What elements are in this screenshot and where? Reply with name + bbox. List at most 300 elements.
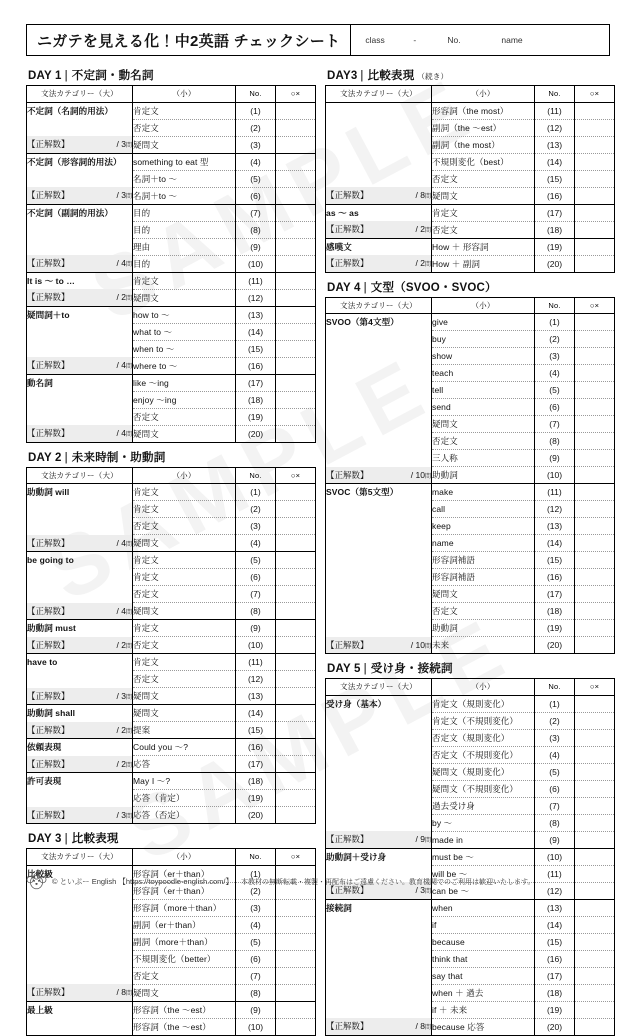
question-number-cell: (19) (236, 790, 276, 807)
category-column-header: 文法カテゴリー（大） (326, 297, 432, 314)
grammar-category-cell-empty (326, 712, 432, 729)
grammar-subitem-cell: 肯定文 (133, 552, 236, 569)
result-mark-cell[interactable] (276, 899, 316, 916)
grammar-subitem-cell: call (432, 501, 535, 518)
mark-column-header: ○× (575, 679, 615, 696)
table-row (326, 848, 615, 865)
score-cell[interactable] (326, 221, 432, 238)
result-mark-cell[interactable] (575, 712, 615, 729)
result-mark-cell[interactable] (276, 756, 316, 773)
score-label: 【正解数】 (27, 724, 70, 735)
no-column-header: No. (236, 849, 276, 866)
result-mark-cell[interactable] (276, 722, 316, 739)
result-mark-cell[interactable] (575, 780, 615, 797)
score-cell[interactable] (27, 637, 133, 654)
result-mark-cell[interactable] (276, 790, 316, 807)
grammar-subitem-cell: teach (432, 365, 535, 382)
score-label: 【正解数】 (27, 690, 70, 701)
score-cell[interactable] (27, 255, 133, 272)
table-row (326, 535, 615, 552)
question-number-cell: (4) (535, 746, 575, 763)
result-mark-cell[interactable] (276, 688, 316, 705)
table-row (326, 382, 615, 399)
page-footer (26, 873, 610, 890)
question-number-cell: (8) (236, 221, 276, 238)
result-mark-cell[interactable] (575, 348, 615, 365)
grammar-category-cell-empty (27, 933, 133, 950)
grammar-category-cell-empty (326, 746, 432, 763)
grammar-subitem-cell: show (432, 348, 535, 365)
table-row (27, 899, 316, 916)
result-mark-cell[interactable] (276, 654, 316, 671)
result-mark-cell[interactable] (276, 535, 316, 552)
grammar-category-cell-empty (27, 569, 133, 586)
grammar-subitem-cell: 提案 (133, 722, 236, 739)
result-mark-cell[interactable] (575, 382, 615, 399)
table-row (326, 416, 615, 433)
question-number-cell: (20) (236, 807, 276, 824)
score-cell[interactable] (326, 637, 432, 654)
result-mark-cell[interactable] (276, 501, 316, 518)
result-mark-cell[interactable] (276, 1001, 316, 1018)
question-number-cell: (13) (236, 306, 276, 323)
grammar-category-cell: 比較級 (27, 865, 133, 882)
toypoodle-logo-icon (26, 873, 47, 890)
score-cell[interactable] (326, 255, 432, 272)
question-number-cell: (2) (236, 119, 276, 136)
result-mark-cell[interactable] (276, 425, 316, 442)
score-value: / 4問 (116, 537, 132, 548)
grammar-subitem-cell: 目的 (133, 255, 236, 272)
question-number-cell: (18) (535, 221, 575, 238)
result-mark-cell[interactable] (575, 450, 615, 467)
table-row (326, 620, 615, 637)
score-cell[interactable] (326, 831, 432, 848)
grammar-category-cell-empty (27, 501, 133, 518)
result-mark-cell[interactable] (276, 569, 316, 586)
table-row (27, 722, 316, 739)
result-mark-cell[interactable] (575, 365, 615, 382)
name-field-label: name (501, 35, 523, 45)
result-mark-cell[interactable] (276, 391, 316, 408)
question-number-cell: (20) (535, 637, 575, 654)
grammar-subitem-cell: because (432, 933, 535, 950)
score-value: / 3問 (116, 190, 132, 201)
score-label: 【正解数】 (326, 190, 369, 201)
result-mark-cell[interactable] (276, 484, 316, 501)
result-mark-cell[interactable] (575, 916, 615, 933)
grammar-subitem-cell: 否定文 (432, 170, 535, 187)
question-number-cell: (16) (535, 950, 575, 967)
score-unit: 問 (125, 991, 132, 998)
grammar-subitem-cell: 否定文 (432, 221, 535, 238)
result-mark-cell[interactable] (276, 807, 316, 824)
table-row (326, 746, 615, 763)
grammar-category-cell: 依頼表現 (27, 739, 133, 756)
result-mark-cell[interactable] (575, 967, 615, 984)
grammar-subitem-cell: 否定文 (133, 408, 236, 425)
table-row (27, 119, 316, 136)
grammar-subitem-cell: 肯定文 (133, 569, 236, 586)
grammar-subitem-cell: 疑問文 (432, 187, 535, 204)
grammar-subitem-cell: how to ～ (133, 306, 236, 323)
result-mark-cell[interactable] (575, 950, 615, 967)
result-mark-cell[interactable] (575, 1018, 615, 1035)
result-mark-cell[interactable] (276, 170, 316, 187)
result-mark-cell[interactable] (276, 637, 316, 654)
result-mark-cell[interactable] (276, 518, 316, 535)
grammar-subitem-cell: where to ～ (133, 357, 236, 374)
grammar-category-cell: 不定詞（名詞的用法） (27, 102, 133, 119)
result-mark-cell[interactable] (575, 255, 615, 272)
result-mark-cell[interactable] (276, 967, 316, 984)
score-cell[interactable] (27, 984, 133, 1001)
score-cell[interactable] (27, 425, 133, 442)
result-mark-cell[interactable] (575, 204, 615, 221)
question-number-cell: (3) (236, 136, 276, 153)
grammar-category-cell-empty (326, 603, 432, 620)
grammar-subitem-cell: 形容詞（er＋than） (133, 882, 236, 899)
table-row (27, 967, 316, 984)
result-mark-cell[interactable] (276, 323, 316, 340)
result-mark-cell[interactable] (575, 552, 615, 569)
section-separator: | (360, 70, 364, 82)
grammar-subitem-cell: 副詞（er＋than） (133, 916, 236, 933)
mark-column-header: ○× (575, 86, 615, 103)
result-mark-cell[interactable] (575, 695, 615, 712)
result-mark-cell[interactable] (276, 221, 316, 238)
table-header-row (326, 679, 615, 696)
question-number-cell: (3) (236, 518, 276, 535)
grammar-category-cell-empty (27, 586, 133, 603)
result-mark-cell[interactable] (575, 119, 615, 136)
grammar-category-cell: 助動詞 will (27, 484, 133, 501)
result-mark-cell[interactable] (276, 916, 316, 933)
grammar-subitem-cell: Could you ～? (133, 739, 236, 756)
score-value: / 4問 (116, 360, 132, 371)
score-label: 【正解数】 (27, 809, 70, 820)
result-mark-cell[interactable] (575, 314, 615, 331)
question-number-cell: (6) (236, 187, 276, 204)
grammar-subitem-cell: 形容詞（the ～est） (133, 1018, 236, 1035)
grammar-subitem-cell: made in (432, 831, 535, 848)
question-number-cell: (17) (236, 756, 276, 773)
result-mark-cell[interactable] (575, 620, 615, 637)
result-mark-cell[interactable] (575, 501, 615, 518)
score-label: 【正解数】 (27, 258, 70, 269)
table-row (326, 712, 615, 729)
result-mark-cell[interactable] (575, 933, 615, 950)
score-label: 【正解数】 (27, 360, 70, 371)
result-mark-cell[interactable] (276, 739, 316, 756)
score-cell[interactable] (27, 136, 133, 153)
table-row (326, 831, 615, 848)
result-mark-cell[interactable] (276, 187, 316, 204)
question-number-cell: (20) (535, 1018, 575, 1035)
table-row (27, 204, 316, 221)
result-mark-cell[interactable] (575, 484, 615, 501)
grammar-category-cell: 助動詞 shall (27, 705, 133, 722)
result-mark-cell[interactable] (276, 102, 316, 119)
score-cell[interactable] (326, 187, 432, 204)
question-number-cell: (19) (535, 1001, 575, 1018)
result-mark-cell[interactable] (276, 620, 316, 637)
question-number-cell: (11) (535, 484, 575, 501)
question-number-cell: (1) (236, 102, 276, 119)
question-number-cell: (19) (236, 408, 276, 425)
table-row (326, 950, 615, 967)
section-day-label: DAY 3 (28, 833, 62, 845)
score-cell[interactable] (27, 357, 133, 374)
result-mark-cell[interactable] (276, 204, 316, 221)
result-mark-cell[interactable] (276, 289, 316, 306)
question-number-cell: (12) (535, 882, 575, 899)
result-mark-cell[interactable] (276, 255, 316, 272)
result-mark-cell[interactable] (276, 238, 316, 255)
table-row (27, 586, 316, 603)
result-mark-cell[interactable] (575, 221, 615, 238)
result-mark-cell[interactable] (276, 603, 316, 620)
result-mark-cell[interactable] (575, 797, 615, 814)
grammar-category-cell-empty (326, 331, 432, 348)
result-mark-cell[interactable] (575, 238, 615, 255)
result-mark-cell[interactable] (575, 518, 615, 535)
section-name-label: 不定詞・動名詞 (71, 70, 154, 82)
score-value: / 4問 (116, 605, 132, 616)
question-number-cell: (10) (535, 467, 575, 484)
result-mark-cell[interactable] (276, 357, 316, 374)
table-row (27, 255, 316, 272)
score-cell[interactable] (27, 603, 133, 620)
question-number-cell: (16) (236, 357, 276, 374)
result-mark-cell[interactable] (575, 416, 615, 433)
score-value: / 8問 (415, 1021, 431, 1032)
section-name-label: 受け身・接続詞 (370, 663, 453, 675)
result-mark-cell[interactable] (575, 603, 615, 620)
grammar-category-cell: 動名詞 (27, 374, 133, 391)
score-unit: 問 (125, 143, 132, 150)
section-separator: | (64, 70, 68, 82)
result-mark-cell[interactable] (575, 399, 615, 416)
score-cell[interactable] (326, 1018, 432, 1035)
table-row (27, 756, 316, 773)
table-row (27, 637, 316, 654)
question-number-cell: (2) (236, 501, 276, 518)
section-heading-day3a (28, 830, 315, 846)
grammar-subitem-cell: because 応答 (432, 1018, 535, 1035)
grammar-category-cell-empty (27, 221, 133, 238)
table-row (27, 984, 316, 1001)
table-row (27, 323, 316, 340)
table-row (27, 773, 316, 790)
grammar-category-cell: 不定詞（形容詞的用法） (27, 153, 133, 170)
grammar-subitem-cell: 三人称 (432, 450, 535, 467)
score-unit: 問 (424, 473, 431, 480)
grammar-subitem-cell: 形容詞（the most） (432, 102, 535, 119)
question-number-cell: (14) (236, 705, 276, 722)
score-unit: 問 (424, 1025, 431, 1032)
result-mark-cell[interactable] (575, 729, 615, 746)
table-row (27, 916, 316, 933)
question-number-cell: (18) (236, 391, 276, 408)
result-mark-cell[interactable] (276, 306, 316, 323)
section-separator: | (363, 281, 367, 294)
question-number-cell: (9) (535, 450, 575, 467)
question-number-cell: (2) (236, 882, 276, 899)
grammar-subitem-cell: 疑問文 (133, 136, 236, 153)
question-number-cell: (17) (236, 374, 276, 391)
section-name-label: 文型（SVOO・SVOC） (370, 281, 497, 294)
result-mark-cell[interactable] (575, 467, 615, 484)
result-mark-cell[interactable] (575, 170, 615, 187)
result-mark-cell[interactable] (276, 136, 316, 153)
grammar-category-cell-empty (326, 348, 432, 365)
table-row (326, 433, 615, 450)
result-mark-cell[interactable] (276, 272, 316, 289)
grammar-subitem-cell: 肯定文 (133, 501, 236, 518)
grammar-subitem-cell: give (432, 314, 535, 331)
table-row (27, 654, 316, 671)
result-mark-cell[interactable] (276, 1018, 316, 1035)
result-mark-cell[interactable] (276, 773, 316, 790)
result-mark-cell[interactable] (276, 671, 316, 688)
question-number-cell: (5) (236, 170, 276, 187)
table-row (27, 603, 316, 620)
table-row (326, 814, 615, 831)
grammar-subitem-cell: 理由 (133, 238, 236, 255)
result-mark-cell[interactable] (575, 831, 615, 848)
table-row (326, 314, 615, 331)
grammar-subitem-cell: like ～ing (133, 374, 236, 391)
table-row (27, 950, 316, 967)
score-value: / 4問 (116, 258, 132, 269)
score-cell[interactable] (27, 722, 133, 739)
grammar-category-cell: 感嘆文 (326, 238, 432, 255)
result-mark-cell[interactable] (575, 899, 615, 916)
sub-column-header: （小） (133, 467, 236, 484)
result-mark-cell[interactable] (276, 950, 316, 967)
score-label: 【正解数】 (27, 428, 70, 439)
score-unit: 問 (125, 694, 132, 701)
result-mark-cell[interactable] (575, 746, 615, 763)
grammar-subitem-cell: 否定文 (133, 119, 236, 136)
section-day-label: DAY 1 (28, 70, 62, 82)
result-mark-cell[interactable] (276, 586, 316, 603)
grammar-category-cell-empty (326, 729, 432, 746)
score-label: 【正解数】 (27, 987, 70, 998)
question-number-cell: (6) (535, 399, 575, 416)
score-cell[interactable] (27, 535, 133, 552)
score-cell[interactable] (27, 187, 133, 204)
result-mark-cell[interactable] (575, 814, 615, 831)
score-cell[interactable] (326, 467, 432, 484)
question-number-cell: (12) (535, 119, 575, 136)
score-cell[interactable] (27, 756, 133, 773)
grammar-subitem-cell: when (432, 899, 535, 916)
result-mark-cell[interactable] (276, 119, 316, 136)
grammar-category-cell-empty (27, 916, 133, 933)
result-mark-cell[interactable] (276, 705, 316, 722)
score-label: 【正解数】 (326, 469, 369, 480)
result-mark-cell[interactable] (575, 569, 615, 586)
grammar-category-cell-empty (27, 790, 133, 807)
grammar-category-cell-empty (27, 340, 133, 357)
question-number-cell: (11) (535, 865, 575, 882)
section-heading-day4 (327, 279, 614, 295)
question-number-cell: (12) (535, 501, 575, 518)
result-mark-cell[interactable] (575, 433, 615, 450)
question-number-cell: (1) (535, 695, 575, 712)
table-row (326, 136, 615, 153)
score-cell[interactable] (27, 807, 133, 824)
result-mark-cell[interactable] (575, 984, 615, 1001)
score-label: 【正解数】 (27, 605, 70, 616)
result-mark-cell[interactable] (575, 535, 615, 552)
result-mark-cell[interactable] (575, 136, 615, 153)
question-number-cell: (14) (535, 916, 575, 933)
result-mark-cell[interactable] (276, 408, 316, 425)
result-mark-cell[interactable] (575, 102, 615, 119)
result-mark-cell[interactable] (575, 331, 615, 348)
grammar-category-cell-empty (27, 518, 133, 535)
result-mark-cell[interactable] (276, 552, 316, 569)
result-mark-cell[interactable] (575, 153, 615, 170)
result-mark-cell[interactable] (276, 374, 316, 391)
grammar-category-cell-empty (326, 382, 432, 399)
result-mark-cell[interactable] (575, 763, 615, 780)
table-row (27, 671, 316, 688)
result-mark-cell[interactable] (276, 153, 316, 170)
question-number-cell: (3) (535, 729, 575, 746)
result-mark-cell[interactable] (276, 340, 316, 357)
question-number-cell: (16) (236, 739, 276, 756)
question-number-cell: (7) (236, 586, 276, 603)
question-number-cell: (16) (535, 187, 575, 204)
score-cell[interactable] (27, 688, 133, 705)
table-row (27, 187, 316, 204)
grammar-subitem-cell: 否定文 (133, 967, 236, 984)
score-unit: 問 (424, 262, 431, 269)
question-number-cell: (1) (535, 314, 575, 331)
table-row (27, 501, 316, 518)
grammar-subitem-cell: when to ～ (133, 340, 236, 357)
checklist-table-day2 (26, 467, 316, 825)
result-mark-cell[interactable] (575, 586, 615, 603)
table-row (326, 763, 615, 780)
grammar-category-cell-empty (326, 450, 432, 467)
grammar-subitem-cell: 形容詞（the ～est） (133, 1001, 236, 1018)
grammar-subitem-cell: 否定文 (133, 518, 236, 535)
result-mark-cell[interactable] (575, 1001, 615, 1018)
section-day-label: DAY3 (327, 70, 358, 82)
result-mark-cell[interactable] (575, 187, 615, 204)
question-number-cell: (17) (535, 967, 575, 984)
table-row (326, 187, 615, 204)
result-mark-cell[interactable] (575, 848, 615, 865)
grammar-subitem-cell: tell (432, 382, 535, 399)
table-row (326, 984, 615, 1001)
grammar-category-cell-empty (326, 950, 432, 967)
score-cell[interactable] (27, 289, 133, 306)
result-mark-cell[interactable] (575, 637, 615, 654)
grammar-category-cell-empty (326, 1001, 432, 1018)
score-value: / 3問 (415, 885, 431, 896)
score-unit: 問 (125, 296, 132, 303)
sub-column-header: （小） (432, 86, 535, 103)
result-mark-cell[interactable] (276, 984, 316, 1001)
result-mark-cell[interactable] (276, 933, 316, 950)
grammar-subitem-cell: May I ～? (133, 773, 236, 790)
